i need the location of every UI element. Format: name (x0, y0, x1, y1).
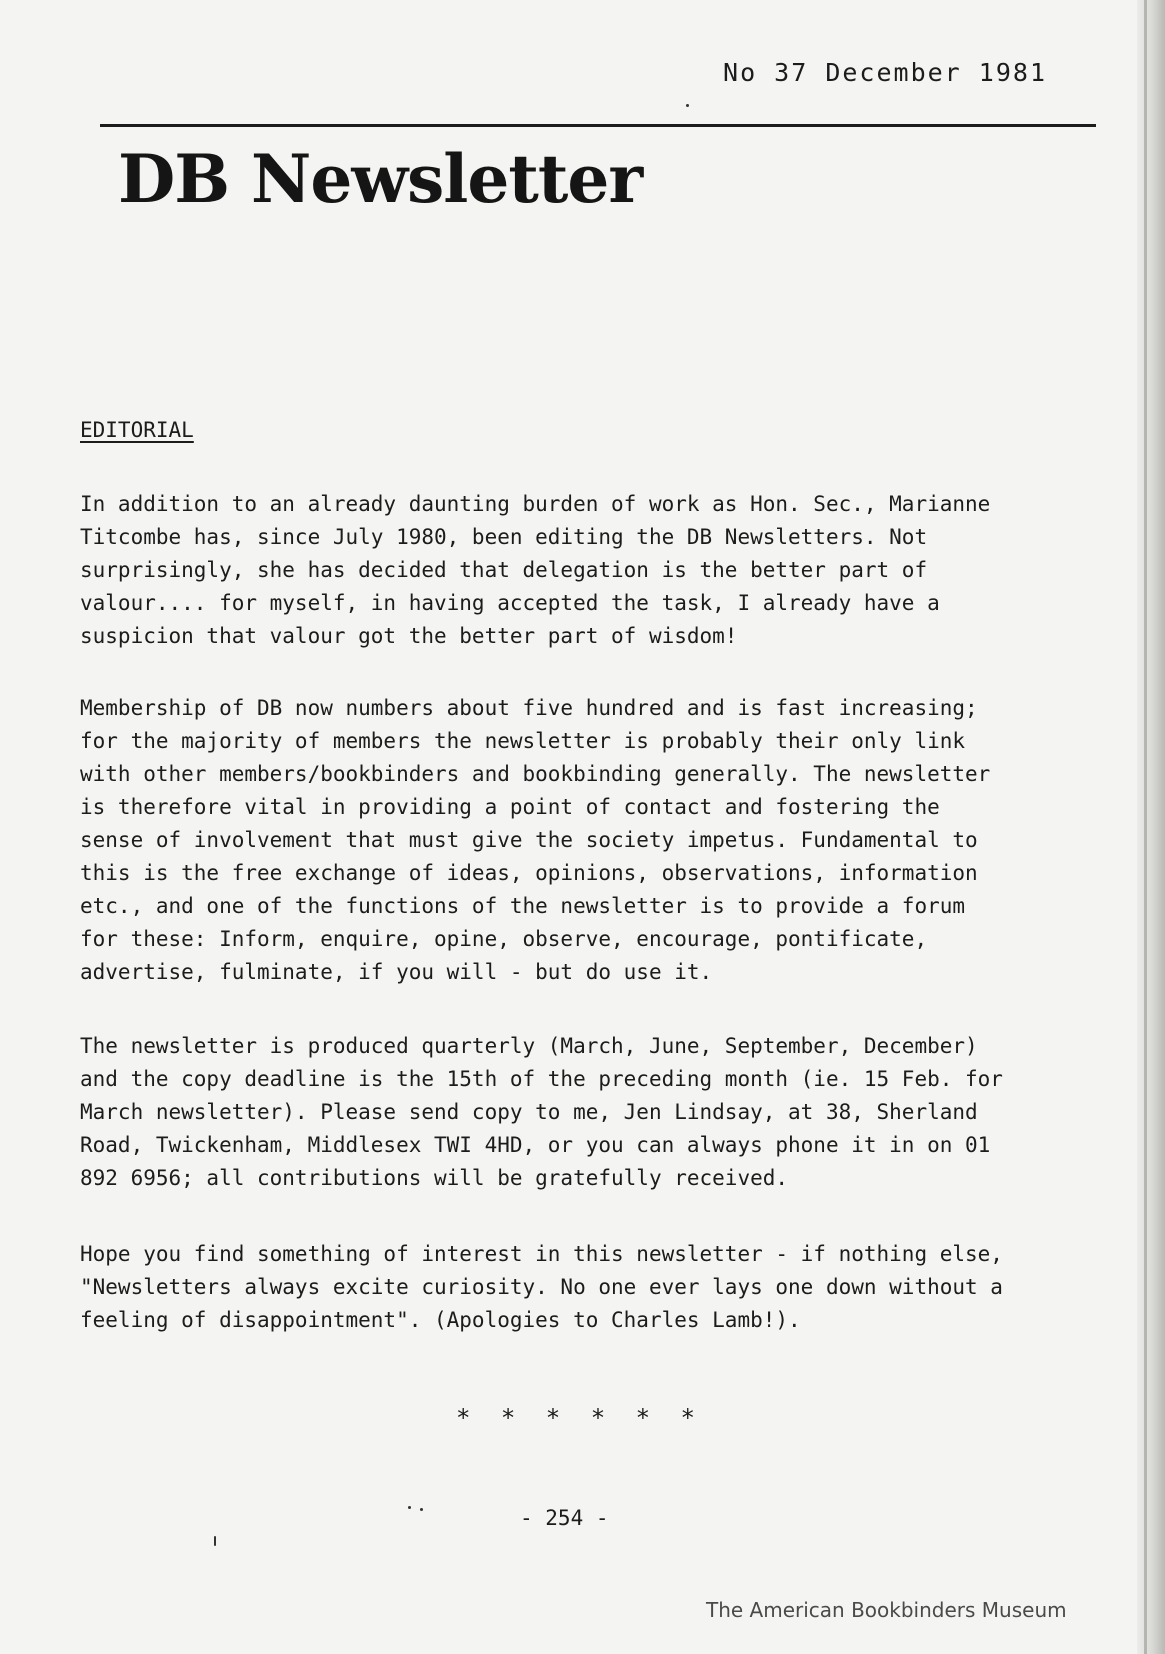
text-line: this is the free exchange of ideas, opinions, observations, information (80, 861, 978, 885)
scan-speck (686, 104, 689, 107)
section-divider-stars: * * * * * * (456, 1404, 703, 1432)
text-line: for these: Inform, enquire, opine, observe, encourage, pontificate, (80, 927, 928, 951)
issue-line: No 37 December 1981 (723, 58, 1047, 87)
scan-speck (408, 1506, 411, 1509)
text-line: Titcombe has, since July 1980, been editing the DB Newsletters. Not (80, 525, 928, 549)
page-edge-line (1144, 0, 1147, 1654)
text-line: 892 6956; all contributions will be gratefully received. (80, 1166, 789, 1190)
editorial-paragraph-1 (80, 488, 1080, 653)
text-line: Membership of DB now numbers about five hundred and is fast increasing; (80, 696, 978, 720)
text-line: advertise, fulminate, if you will - but do use it. (80, 960, 713, 984)
text-line: suspicion that valour got the better part of wisdom! (80, 624, 738, 648)
newsletter-masthead: DB Newsletter (118, 140, 643, 218)
text-line: Road, Twickenham, Middlesex TWI 4HD, or you can always phone it in on 01 (80, 1133, 991, 1157)
text-line: surprisingly, she has decided that delegation is the better part of (80, 558, 928, 582)
page-number: - 254 - (520, 1506, 609, 1530)
text-line: "Newsletters always excite curiosity. No one ever lays one down without a (80, 1275, 1003, 1299)
text-line: valour.... for myself, in having accepted the task, I already have a (80, 591, 940, 615)
text-line: The newsletter is produced quarterly (March, June, September, December) (80, 1034, 978, 1058)
text-line: and the copy deadline is the 15th of the preceding month (ie. 15 Feb. for (80, 1067, 1003, 1091)
editorial-paragraph-4 (80, 1238, 1080, 1337)
text-line: etc., and one of the functions of the newsletter is to provide a forum (80, 894, 966, 918)
text-line: sense of involvement that must give the society impetus. Fundamental to (80, 828, 978, 852)
text-line: is therefore vital in providing a point of contact and fostering the (80, 795, 940, 819)
page-edge-shadow (1137, 0, 1165, 1654)
text-line: In addition to an already daunting burden of work as Hon. Sec., Marianne (80, 492, 991, 516)
scan-speck (214, 1536, 216, 1546)
editorial-paragraph-3 (80, 1030, 1080, 1195)
scan-speck (420, 1508, 423, 1511)
header-rule (100, 124, 1096, 127)
editorial-paragraph-2 (80, 692, 1080, 989)
text-line: Hope you find something of interest in this newsletter - if nothing else, (80, 1242, 1003, 1266)
text-line: March newsletter). Please send copy to me, Jen Lindsay, at 38, Sherland (80, 1100, 978, 1124)
editorial-heading: EDITORIAL (80, 418, 194, 442)
text-line: for the majority of members the newsletter is probably their only link (80, 729, 966, 753)
text-line: with other members/bookbinders and bookbinding generally. The newsletter (80, 762, 991, 786)
museum-watermark: The American Bookbinders Museum (706, 1598, 1067, 1622)
text-line: feeling of disappointment". (Apologies to Charles Lamb!). (80, 1308, 801, 1332)
